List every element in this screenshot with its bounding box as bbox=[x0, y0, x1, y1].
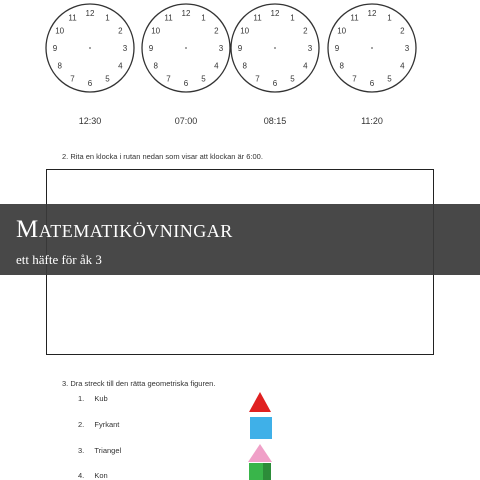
clock-number: 1 bbox=[387, 13, 392, 23]
clock-faces bbox=[0, 0, 480, 100]
clock-center-dot bbox=[89, 47, 91, 49]
list-item bbox=[78, 446, 121, 455]
clock-center-dot bbox=[185, 47, 187, 49]
question-3-text: 3. Dra streck till den rätta geometriska figuren. bbox=[62, 379, 216, 388]
clock-number: 9 bbox=[148, 44, 154, 53]
clock-number: 12 bbox=[85, 9, 95, 18]
clock-number: 3 bbox=[218, 44, 224, 53]
clock-number: 10 bbox=[151, 26, 161, 36]
list-item bbox=[78, 394, 108, 403]
clock-number: 1 bbox=[290, 13, 295, 23]
clock-number: 2 bbox=[400, 26, 405, 36]
clock-number: 4 bbox=[303, 61, 308, 71]
blue-square-icon[interactable] bbox=[250, 417, 272, 439]
clock-number: 6 bbox=[272, 79, 278, 88]
clock-number: 5 bbox=[387, 74, 392, 84]
clock-number: 5 bbox=[290, 74, 295, 84]
clock-number: 7 bbox=[166, 74, 171, 84]
item-label: Kon bbox=[94, 471, 108, 480]
clock-number: 9 bbox=[334, 44, 340, 53]
green-cube-icon[interactable] bbox=[249, 463, 271, 480]
banner-title: Matematikövningar bbox=[16, 216, 233, 243]
clock-number: 8 bbox=[242, 61, 247, 71]
clock-number: 3 bbox=[404, 44, 410, 53]
clock-number: 3 bbox=[307, 44, 313, 53]
clock-number: 6 bbox=[369, 79, 375, 88]
clock-number: 12 bbox=[181, 9, 191, 18]
clock-number: 8 bbox=[339, 61, 344, 71]
clock-number: 6 bbox=[183, 79, 189, 88]
clock-number: 11 bbox=[350, 13, 359, 23]
clock-number: 2 bbox=[214, 26, 219, 36]
list-item bbox=[78, 471, 108, 480]
clock-number: 12 bbox=[367, 9, 377, 18]
clock-number: 6 bbox=[87, 79, 93, 88]
question-2-text: 2. Rita en klocka i rutan nedan som visar att klockan är 6:00. bbox=[62, 152, 263, 161]
clock-face bbox=[328, 4, 416, 92]
clock-number: 5 bbox=[201, 74, 206, 84]
banner-subtitle: ett häfte för åk 3 bbox=[16, 252, 102, 267]
pink-triangle-icon[interactable] bbox=[248, 444, 272, 462]
clock-time-label: 12:30 bbox=[78, 116, 102, 126]
clock-number: 4 bbox=[214, 61, 219, 71]
clock-center-dot bbox=[371, 47, 373, 49]
clock-number: 10 bbox=[55, 26, 65, 36]
clock-time-label: 07:00 bbox=[174, 116, 198, 126]
clock-number: 10 bbox=[337, 26, 347, 36]
clock-number: 11 bbox=[68, 13, 77, 23]
red-cone-icon[interactable] bbox=[249, 392, 271, 412]
item-label: Triangel bbox=[94, 446, 122, 455]
clock-number: 8 bbox=[153, 61, 158, 71]
clock-number: 7 bbox=[352, 74, 357, 84]
item-number: 3. bbox=[78, 446, 85, 455]
clock-center-dot bbox=[274, 47, 276, 49]
clock-face bbox=[46, 4, 134, 92]
clock-number: 1 bbox=[201, 13, 206, 23]
title-banner bbox=[0, 204, 480, 275]
clock-number: 8 bbox=[57, 61, 62, 71]
item-label: Kub bbox=[94, 394, 108, 403]
clock-time-label: 08:15 bbox=[263, 116, 287, 126]
item-number: 4. bbox=[78, 471, 85, 480]
clock-number: 5 bbox=[105, 74, 110, 84]
clock-number: 2 bbox=[303, 26, 308, 36]
item-number: 2. bbox=[78, 420, 85, 429]
item-number: 1. bbox=[78, 394, 85, 403]
clock-number: 12 bbox=[270, 9, 280, 18]
clock-number: 11 bbox=[164, 13, 173, 23]
clock-number: 9 bbox=[237, 44, 243, 53]
item-label: Fyrkant bbox=[94, 420, 120, 429]
clock-number: 3 bbox=[122, 44, 128, 53]
clock-number: 9 bbox=[52, 44, 58, 53]
clock-number: 7 bbox=[255, 74, 260, 84]
clock-time-label: 11:20 bbox=[361, 116, 383, 126]
clock-number: 7 bbox=[70, 74, 75, 84]
shapes-column bbox=[240, 388, 280, 480]
clock-face bbox=[142, 4, 230, 92]
clock-number: 1 bbox=[105, 13, 110, 23]
clock-number: 10 bbox=[240, 26, 250, 36]
clock-number: 11 bbox=[253, 13, 262, 23]
clock-number: 4 bbox=[118, 61, 123, 71]
clock-number: 2 bbox=[118, 26, 123, 36]
clock-face bbox=[231, 4, 319, 92]
list-item bbox=[78, 420, 119, 429]
clock-number: 4 bbox=[400, 61, 405, 71]
